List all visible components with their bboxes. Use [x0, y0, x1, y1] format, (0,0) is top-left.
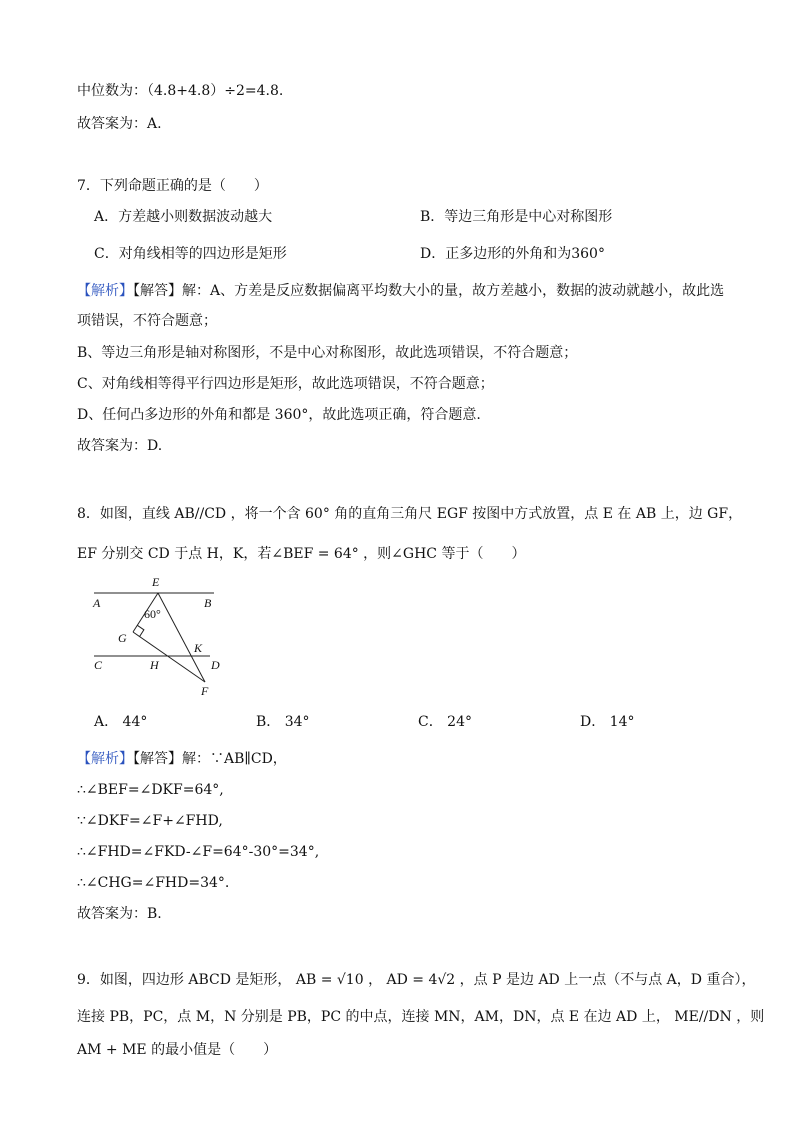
q7-solution-d: D、任何凸多边形的外角和都是 360°，故此选项正确，符合题意. [77, 407, 481, 423]
q7-analysis-tag: 【解析】 [77, 283, 133, 299]
q8-solution-line1 [77, 750, 287, 768]
label-e: E [152, 575, 160, 589]
side-ef [158, 593, 205, 682]
q7-solution-intro [77, 282, 724, 300]
label-d: D [211, 658, 220, 672]
q8-solution-line4: ∴∠FHD=∠FKD-∠F=64°-30°=34°, [77, 844, 320, 860]
label-b: B [204, 596, 212, 610]
label-c: C [94, 658, 103, 672]
q7-stem: 7．下列命题正确的是（ ） [77, 178, 268, 194]
q8-stem-line2: EF 分别交 CD 于点 H，K，若∠BEF = 64° ，则∠GHC 等于（ ） [77, 546, 526, 562]
q8-solution-text: 【解答】解：∵AB∥CD， [133, 751, 287, 767]
q8-analysis-tag: 【解析】 [77, 751, 133, 767]
label-a: A [93, 596, 101, 610]
label-angle-60: 60° [144, 607, 161, 621]
q8-solution-line5: ∴∠CHG=∠FHD=34°. [77, 875, 230, 891]
q8-option-d: D． 14° [580, 714, 635, 730]
q8-answer: 故答案为：B. [77, 906, 162, 922]
right-angle-mark [137, 625, 144, 636]
q7-option-c: C．对角线相等的四边形是矩形 [94, 246, 287, 262]
q7-answer: 故答案为：D. [77, 438, 163, 454]
q8-option-a: A． 44° [94, 714, 148, 730]
q8-option-c: C． 24° [418, 714, 472, 730]
q8-geometry-figure [88, 572, 238, 700]
q8-solution-line2: ∴∠BEF=∠DKF=64°, [77, 782, 224, 798]
label-k: K [194, 641, 203, 655]
q7-solution-c: C、对角线相等得平行四边形是矩形，故此选项错误，不符合题意； [77, 376, 494, 392]
label-f: F [201, 684, 209, 698]
prev-median-line: 中位数为：（4.8+4.8）÷2=4.8. [77, 83, 284, 99]
label-g: G [118, 631, 127, 645]
q9-stem-line3: AM + ME 的最小值是（ ） [77, 1042, 278, 1058]
q7-option-d: D．正多边形的外角和为360° [420, 246, 605, 262]
q7-solution-b: B、等边三角形是轴对称图形，不是中心对称图形，故此选项错误，不符合题意； [77, 345, 578, 361]
q9-stem-line1: 9．如图，四边形 ABCD 是矩形， AB = √10 ， AD = 4√2 ，点 P 是边 AD 上一点（不与点 A，D 重合）， [77, 972, 756, 988]
prev-answer-line: 故答案为：A. [77, 116, 162, 132]
q7-option-a: A．方差越小则数据波动越大 [94, 209, 273, 225]
q8-solution-line3: ∵∠DKF=∠F+∠FHD, [77, 813, 223, 829]
q7-solution-cont: 项错误，不符合题意； [77, 313, 217, 329]
label-h: H [150, 658, 159, 672]
q8-option-b: B． 34° [256, 714, 310, 730]
q7-option-b: B．等边三角形是中心对称图形 [420, 209, 613, 225]
q7-solution-text: 【解答】解：A、方差是反应数据偏离平均数大小的量，故方差越小，数据的波动就越小，故此选 [133, 283, 725, 299]
side-gf [133, 632, 205, 682]
q9-stem-line2: 连接 PB，PC，点 M，N 分别是 PB，PC 的中点，连接 MN，AM，DN，点 E 在边 AD 上， ME//DN ，则 [77, 1009, 765, 1025]
q8-stem-line1: 8．如图，直线 AB//CD ，将一个含 60° 角的直角三角尺 EGF 按图中方式放置，点 E 在 AB 上，边 GF， [77, 506, 743, 522]
